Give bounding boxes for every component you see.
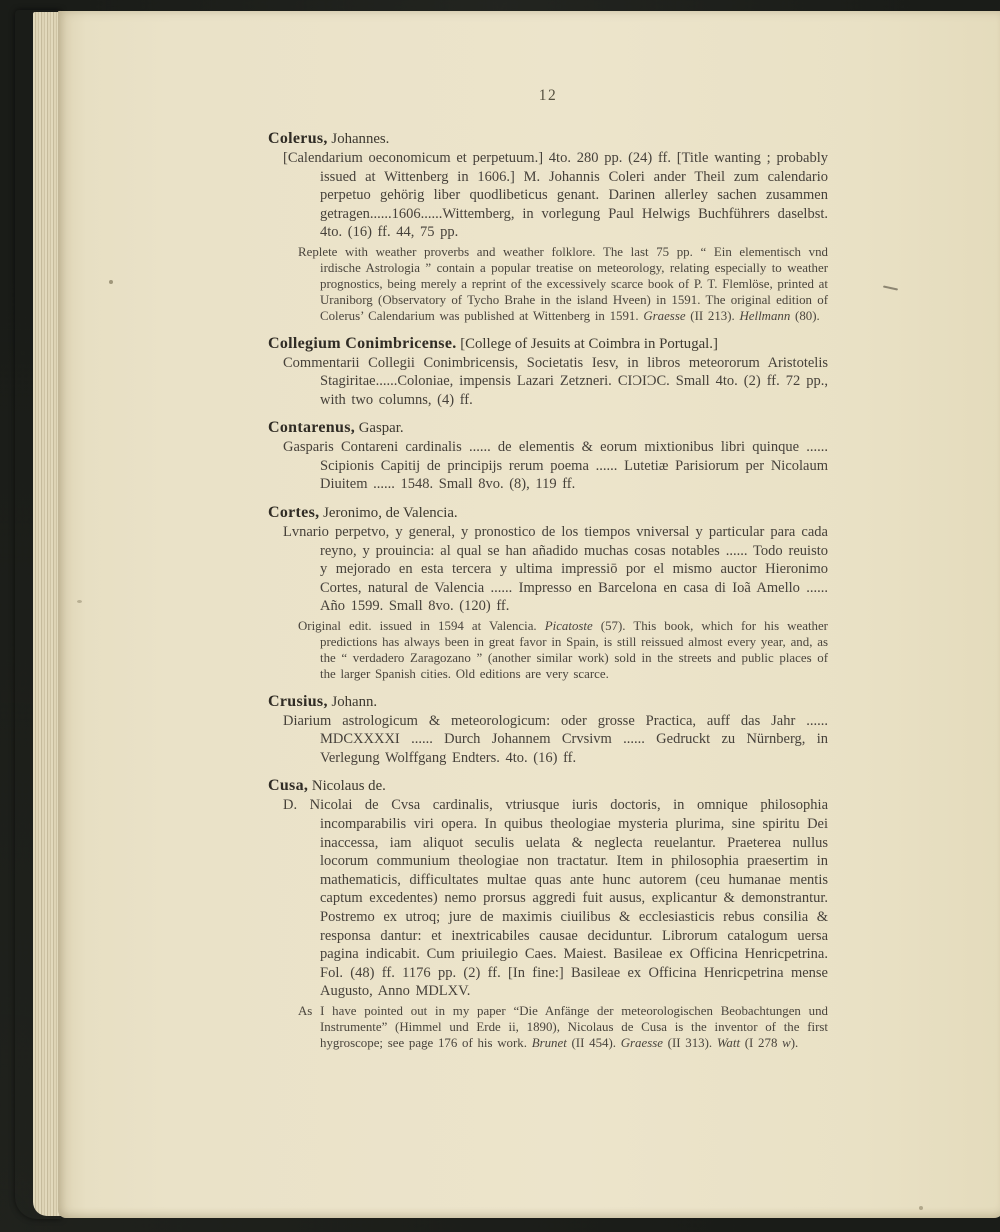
text-segment: ).: [790, 1035, 799, 1050]
entry-body-text: [268, 796, 828, 1001]
entry-author-name: Colerus,: [268, 130, 328, 147]
reference-citation: Picatoste: [544, 619, 593, 634]
entry-author-rest: Jeronimo, de Valencia.: [319, 505, 458, 522]
entry-heading: [268, 334, 828, 354]
text-segment: Replete with weather proverbs and weather folklore. The last 75 pp. “ Ein elementisch vnd irdische Astrologia ” contain a popular treatise on meteorology, relating especially to weather prognostics, being merely a reprint of the excessively scarce book of P. T. Flemlöse, printed at Uraniborg (Observatory of Tycho Brahe in the island Hveen) in 1591. The original edition of Colerus’ Calendarium was published at Wittenberg in 1591.: [298, 244, 828, 323]
entry-author-rest: Johannes.: [327, 131, 390, 147]
entry-body-text: [268, 523, 828, 616]
text-segment: (57). This book, which for his weather predictions has always been in great favor in Spain, is still reissued almost every year, and, as the “ verdadero Zaragozano ” (another similar work) sold in the streets and public places of the larger Spanish cities. Old editions are very scarce.: [320, 619, 828, 681]
text-segment: Commentarii Collegii Conimbricensis, Societatis Iesv, in libros meteororum Aristotelis Stagiritae......Coloniae, impensis Lazari Zetzneri. CIƆIƆC. Small 4to. (2) ff. 72 pp., with two columns, (4) ff.: [283, 354, 828, 408]
entry-author-name: Cortes,: [268, 504, 320, 522]
catalog-entry: [268, 776, 828, 1051]
catalog-entry: [268, 692, 828, 768]
entry-note-text: [268, 1004, 828, 1052]
text-segment: As I have pointed out in my paper “Die Anfänge der meteorologischen Beobachtungen und Instrumente” (Himmel und Erde ii, 1890), Nicolaus de Cusa is the inventor of the first hygroscope; see page 176 of his work.: [298, 1003, 828, 1050]
entry-body-text: [268, 712, 828, 768]
entry-author-name: Contarenus,: [268, 419, 356, 437]
text-segment: Lvnario perpetvo, y general, y pronostico de los tiempos vniversal y particular para cada reyno, y prouincia: al qual se han añadido muchas cosas notables ...... Todo reuisto y mejorado en esta tercera y ultima impressiō por el mismo auctor Hieronimo Cortes, natural de Valencia ...... Impresso en Barcelona en casa di Ioã Amello ...... Año 1599. Small 8vo. (120) ff.: [283, 524, 828, 615]
reference-citation: Graesse: [643, 308, 686, 323]
reference-citation: Watt: [716, 1035, 741, 1050]
entry-author-name: Cusa,: [268, 777, 309, 795]
entry-author-rest: Gaspar.: [355, 420, 404, 437]
entry-heading: [268, 129, 828, 149]
entry-body-text: [268, 438, 828, 494]
catalog-entry: [268, 418, 828, 494]
catalog-entry: [268, 503, 828, 683]
paper-speck: [77, 600, 82, 603]
entry-body-text: [268, 354, 828, 410]
entry-author-name: Crusius,: [268, 692, 328, 710]
page-edges: [33, 12, 61, 1216]
paper-speck: [109, 280, 113, 284]
entry-heading: [268, 503, 828, 523]
page-number: 12: [538, 87, 558, 104]
catalog-entry: [268, 129, 828, 325]
reference-citation: w: [782, 1035, 791, 1050]
entry-heading: [268, 418, 828, 438]
entry-note-text: [268, 619, 828, 683]
reference-citation: Brunet: [531, 1035, 567, 1050]
entry-heading: [268, 776, 828, 796]
text-segment: (80).: [790, 308, 820, 323]
entry-note-text: [268, 245, 828, 325]
entries: [268, 129, 828, 1052]
entry-author-name: Collegium Conimbricense.: [268, 334, 457, 352]
entry-paragraphs: [268, 523, 828, 683]
entry-body-text: [268, 149, 828, 242]
entry-paragraphs: [268, 438, 828, 494]
reference-citation: Graesse: [620, 1035, 663, 1050]
text-segment: [Calendarium oeconomicum et perpetuum.] 4to. 280 pp. (24) ff. [Title wanting ; probably issued at Wittenberg in 1606.] M. Johannis Coleri ander Theil zum calendario perpetuo gehörig liber quodlibeticus genant. Darinen allerley sachen zusammen getragen......1606......Wittemberg, in vorlegung Paul Helwigs Buchführers daselbst. 4to. (16) ff. 44, 75 pp.: [283, 150, 828, 241]
entry-paragraphs: [268, 712, 828, 768]
book-page: [58, 11, 1000, 1218]
entry-heading: [268, 692, 828, 712]
entry-paragraphs: [268, 149, 828, 325]
text-segment: (II 313).: [662, 1035, 717, 1050]
reference-citation: Hellmann: [739, 308, 791, 323]
entry-paragraphs: [268, 796, 828, 1051]
text-segment: D. Nicolai de Cvsa cardinalis, vtriusque iuris doctoris, in omnique philosophia incomparabilis viri opera. In quibus theologiae mysteria plurima, sine spiritu Dei inaccessa, iam aliquot seculis uelata & neglecta reuelantur. Praeterea nullus locorum communium theologiae non tractatur. Item in philosophia praesertim in mathematicis, difficultates multae quas ante hunc autorem (ceu humanae mentis captum excedentes) nemo prorsus aggredi fuit ausus, explicantur & demonstrantur. Postremo ex utroq; jure de maximis ciuilibus & ecclesiasticis rebus consilia & responsa dantur: et inextricabiles causae deciduntur. Librorum catalogum uersa pagina indicabit. Cum priuilegio Caes. Maiest. Basileae ex Officina Henricpetrina. Fol. (48) ff. 1176 pp. (2) ff. [In fine:] Basileae ex Officina Henricpetrina mense Augusto, Anno MDLXV.: [283, 797, 828, 1000]
text-segment: Diarium astrologicum & meteorologicum: oder grosse Practica, auff das Jahr ...... MDCXXXXI ...... Durch Johannem Crvsivm ...... Gedruckt zu Nürnberg, in Verlegung Wolffgang Endters. 4to. (16) ff.: [283, 712, 828, 766]
entry-author-rest: [College of Jesuits at Coimbra in Portugal.]: [456, 335, 718, 352]
paper-speck: [919, 1206, 923, 1210]
text-segment: (II 213).: [685, 308, 740, 323]
entry-author-rest: Johann.: [327, 693, 378, 710]
page-content: [268, 87, 828, 1061]
text-segment: (I 278: [740, 1035, 783, 1050]
text-segment: Original edit. issued in 1594 at Valencia.: [298, 619, 545, 634]
entry-author-rest: Nicolaus de.: [308, 778, 386, 795]
entry-paragraphs: [268, 354, 828, 410]
text-segment: (II 454).: [566, 1035, 621, 1050]
catalog-entry: [268, 334, 828, 410]
text-segment: Gasparis Contareni cardinalis ...... de elementis & eorum mixtionibus libri quinque ...... Scipionis Capitij de principijs rerum poema ...... Lutetiæ Parisiorum per Nicolaum Diuitem ...... 1548. Small 8vo. (8), 119 ff.: [283, 439, 828, 493]
